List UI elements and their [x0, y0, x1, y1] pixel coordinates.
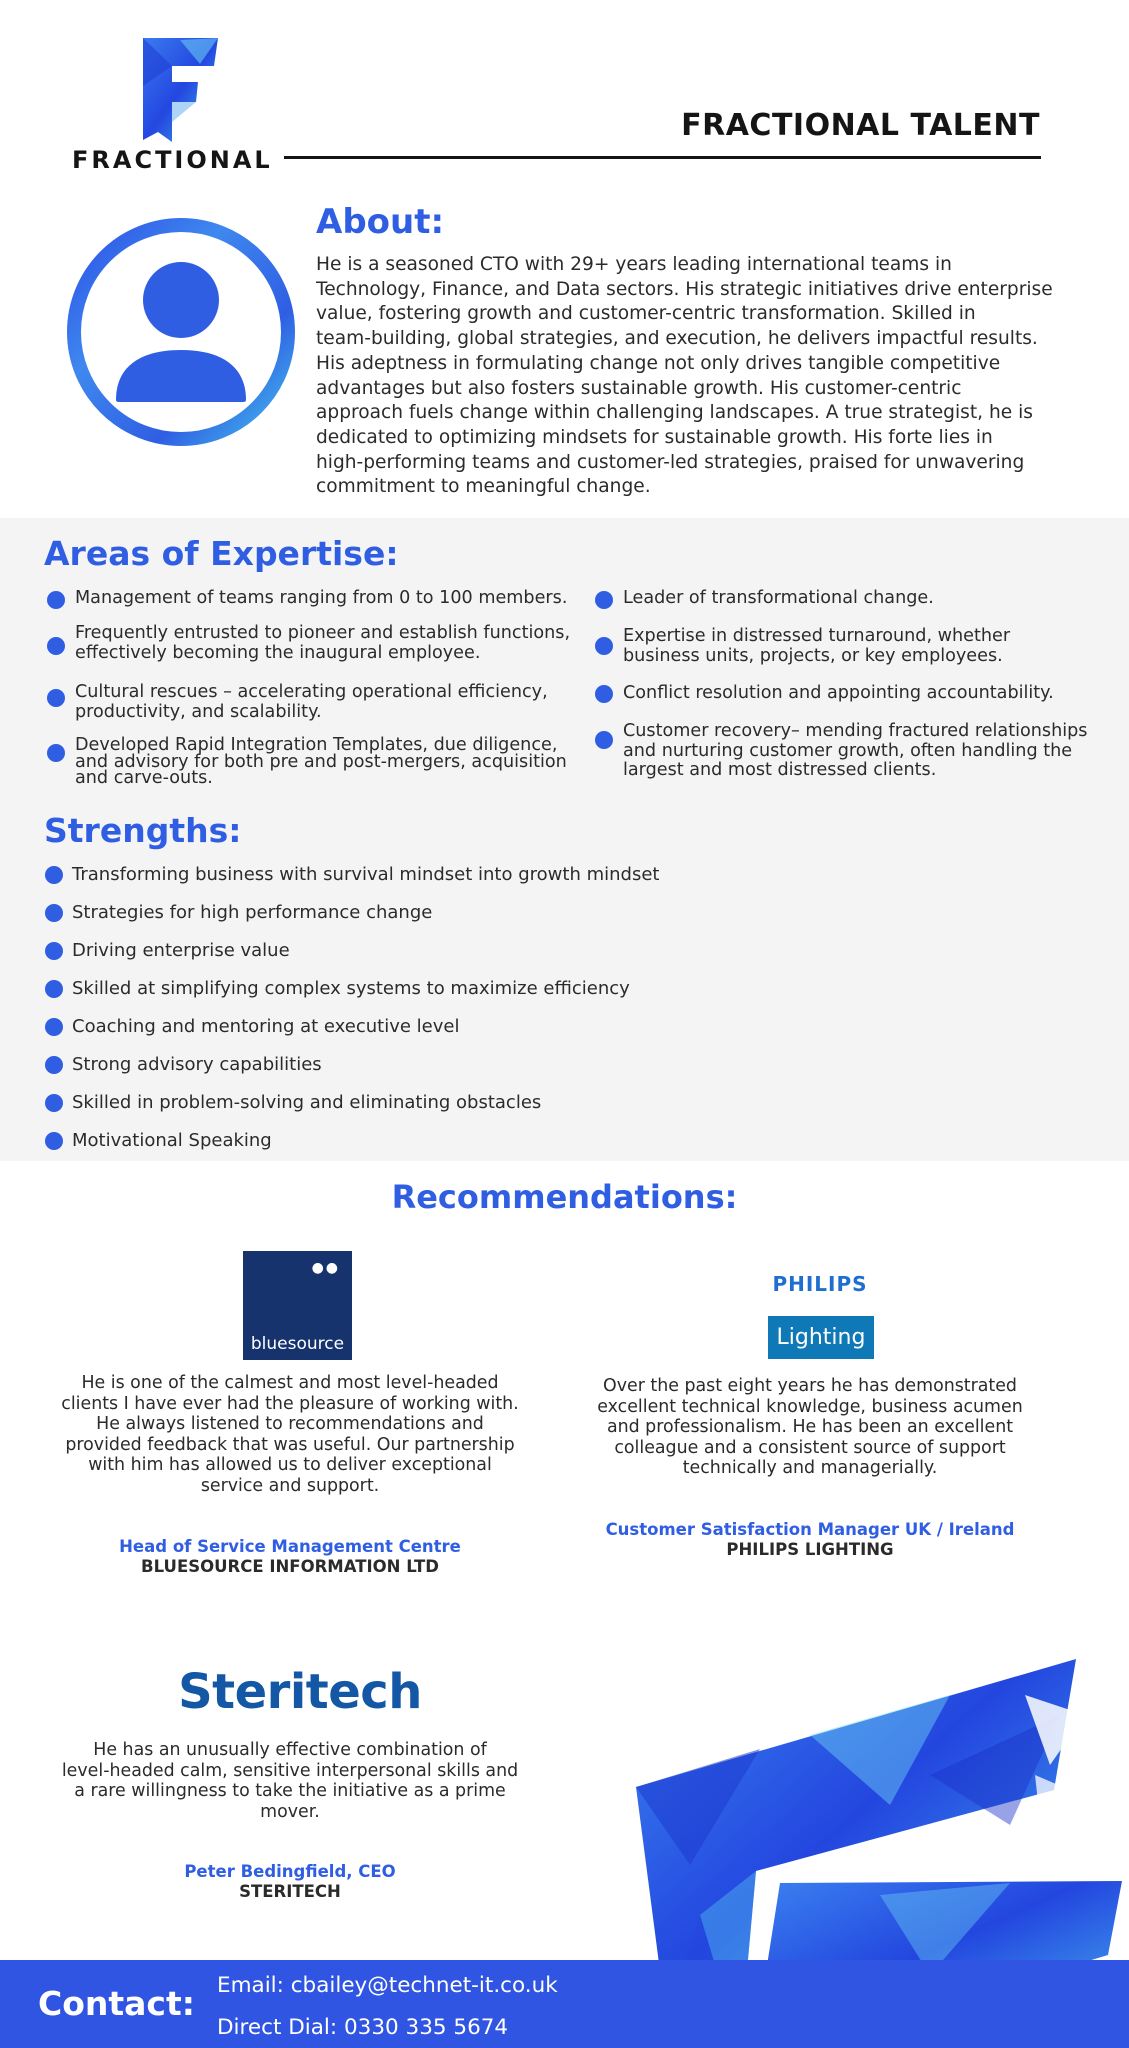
about-line: dedicated to optimizing mindsets for sustainable growth. His forte lies in	[316, 426, 993, 448]
user-avatar-icon	[65, 216, 297, 448]
philips-lighting-text: Lighting	[776, 1325, 866, 1350]
bullet-icon	[45, 1056, 63, 1074]
bullet-icon	[47, 637, 65, 655]
bullet-icon	[595, 685, 613, 703]
header-divider	[284, 156, 1041, 159]
recommendation-quote: Over the past eight years he has demonstrated excellent technical knowledge, business acumen and professionalism. He has been an excellent colleague and a consistent source of support technically and managerially.	[597, 1376, 1023, 1478]
logo-wordmark: FRACTIONAL	[72, 146, 273, 174]
profile-avatar	[65, 216, 297, 448]
philips-logo: PHILIPS	[772, 1272, 868, 1296]
bullet-icon	[47, 591, 65, 609]
recommendation-author-org: STERITECH	[239, 1882, 341, 1901]
expertise-item: Expertise in distressed turnaround, whether business units, projects, or key employees.	[623, 626, 1011, 666]
steritech-logo: Steritech	[178, 1664, 422, 1720]
about-line: advantages but also fosters sustainable growth. His customer-centric	[316, 377, 962, 399]
about-text	[316, 253, 1096, 500]
bullet-icon	[45, 980, 63, 998]
expertise-item: Frequently entrusted to pioneer and establish functions, effectively becoming the inaugural employee.	[75, 623, 571, 663]
strength-item: Strong advisory capabilities	[72, 1054, 322, 1075]
contact-email[interactable]: Email: cbailey@technet-it.co.uk	[217, 1973, 558, 1998]
recommendation-author-role: Head of Service Management Centre	[119, 1537, 461, 1556]
recommendation-author-role: Customer Satisfaction Manager UK / Ireland	[605, 1520, 1015, 1539]
philips-lighting-badge	[768, 1316, 874, 1359]
about-line: high-performing teams and customer-led strategies, praised for unwavering	[316, 451, 1025, 473]
about-line: commitment to meaningful change.	[316, 476, 651, 498]
bullet-icon	[595, 637, 613, 655]
recommendation-author-org: PHILIPS LIGHTING	[726, 1540, 894, 1559]
expertise-item: Customer recovery– mending fractured relationships and nurturing customer growth, often handling the largest and most distressed clients.	[623, 721, 1088, 780]
strength-item: Skilled in problem-solving and eliminating obstacles	[72, 1092, 542, 1113]
strength-item: Motivational Speaking	[72, 1130, 272, 1151]
strengths-heading: Strengths:	[44, 811, 242, 850]
bluesource-logo-text: bluesource	[250, 1334, 345, 1354]
expertise-heading: Areas of Expertise:	[44, 534, 399, 573]
strength-item: Skilled at simplifying complex systems to maximize efficiency	[72, 978, 630, 999]
about-line: He is a seasoned CTO with 29+ years leading international teams in	[316, 254, 952, 275]
about-line: team-building, global strategies, and execution, he delivers impactful results.	[316, 328, 1038, 350]
bullet-icon	[45, 1132, 63, 1150]
about-line: Technology, Finance, and Data sectors. His strategic initiatives drive enterprise	[316, 278, 1053, 300]
expertise-item: Management of teams ranging from 0 to 100 members.	[75, 588, 568, 608]
expertise-item: Leader of transformational change.	[623, 588, 934, 608]
bullet-icon	[45, 1094, 63, 1112]
expertise-item: Developed Rapid Integration Templates, due diligence, and advisory for both pre and post-mergers, acquisition and carve-outs.	[75, 735, 567, 788]
bullet-icon	[595, 731, 613, 749]
strength-item: Driving enterprise value	[72, 940, 290, 961]
bullet-icon	[45, 866, 63, 884]
bullet-icon	[595, 591, 613, 609]
bullet-icon	[47, 689, 65, 707]
strength-item: Strategies for high performance change	[72, 902, 433, 923]
bullet-icon	[47, 744, 65, 762]
strength-item: Transforming business with survival mindset into growth mindset	[72, 864, 660, 885]
bullet-icon	[45, 904, 63, 922]
about-heading: About:	[316, 202, 445, 242]
recommendation-quote: He is one of the calmest and most level-headed clients I have ever had the pleasure of working with. He always listened to recommendations and provided feedback that was useful. Our partnership with him has allowed us to deliver exceptional service and support.	[61, 1373, 519, 1496]
bullet-icon	[45, 1018, 63, 1036]
recommendation-quote: He has an unusually effective combination of level-headed calm, sensitive interpersonal skills and a rare willingness to take the initiative as a prime mover.	[61, 1740, 519, 1822]
about-line: His adeptness in formulating change not only drives tangible competitive	[316, 352, 1001, 374]
recommendation-author-role: Peter Bedingfield, CEO	[184, 1862, 396, 1881]
about-line: approach fuels change within challenging landscapes. A true strategist, he is	[316, 402, 1033, 424]
contact-phone[interactable]: Direct Dial: 0330 335 5674	[217, 2015, 509, 2040]
logo-dots-icon: ●●	[311, 1260, 340, 1276]
bullet-icon	[45, 942, 63, 960]
about-line: value, fostering growth and customer-centric transformation. Skilled in	[316, 303, 976, 325]
expertise-item: Cultural rescues – accelerating operational efficiency, productivity, and scalability.	[75, 682, 548, 722]
page-title: FRACTIONAL TALENT	[681, 108, 1040, 143]
strength-item: Coaching and mentoring at executive level	[72, 1016, 460, 1037]
contact-label: Contact:	[38, 1984, 195, 2023]
expertise-item: Conflict resolution and appointing accountability.	[623, 683, 1054, 703]
bluesource-logo	[243, 1251, 352, 1360]
recommendations-heading: Recommendations:	[391, 1178, 738, 1216]
fractional-logo-mark-icon	[140, 36, 220, 144]
recommendation-author-org: BLUESOURCE INFORMATION LTD	[141, 1557, 439, 1576]
fractional-logo	[140, 36, 220, 144]
